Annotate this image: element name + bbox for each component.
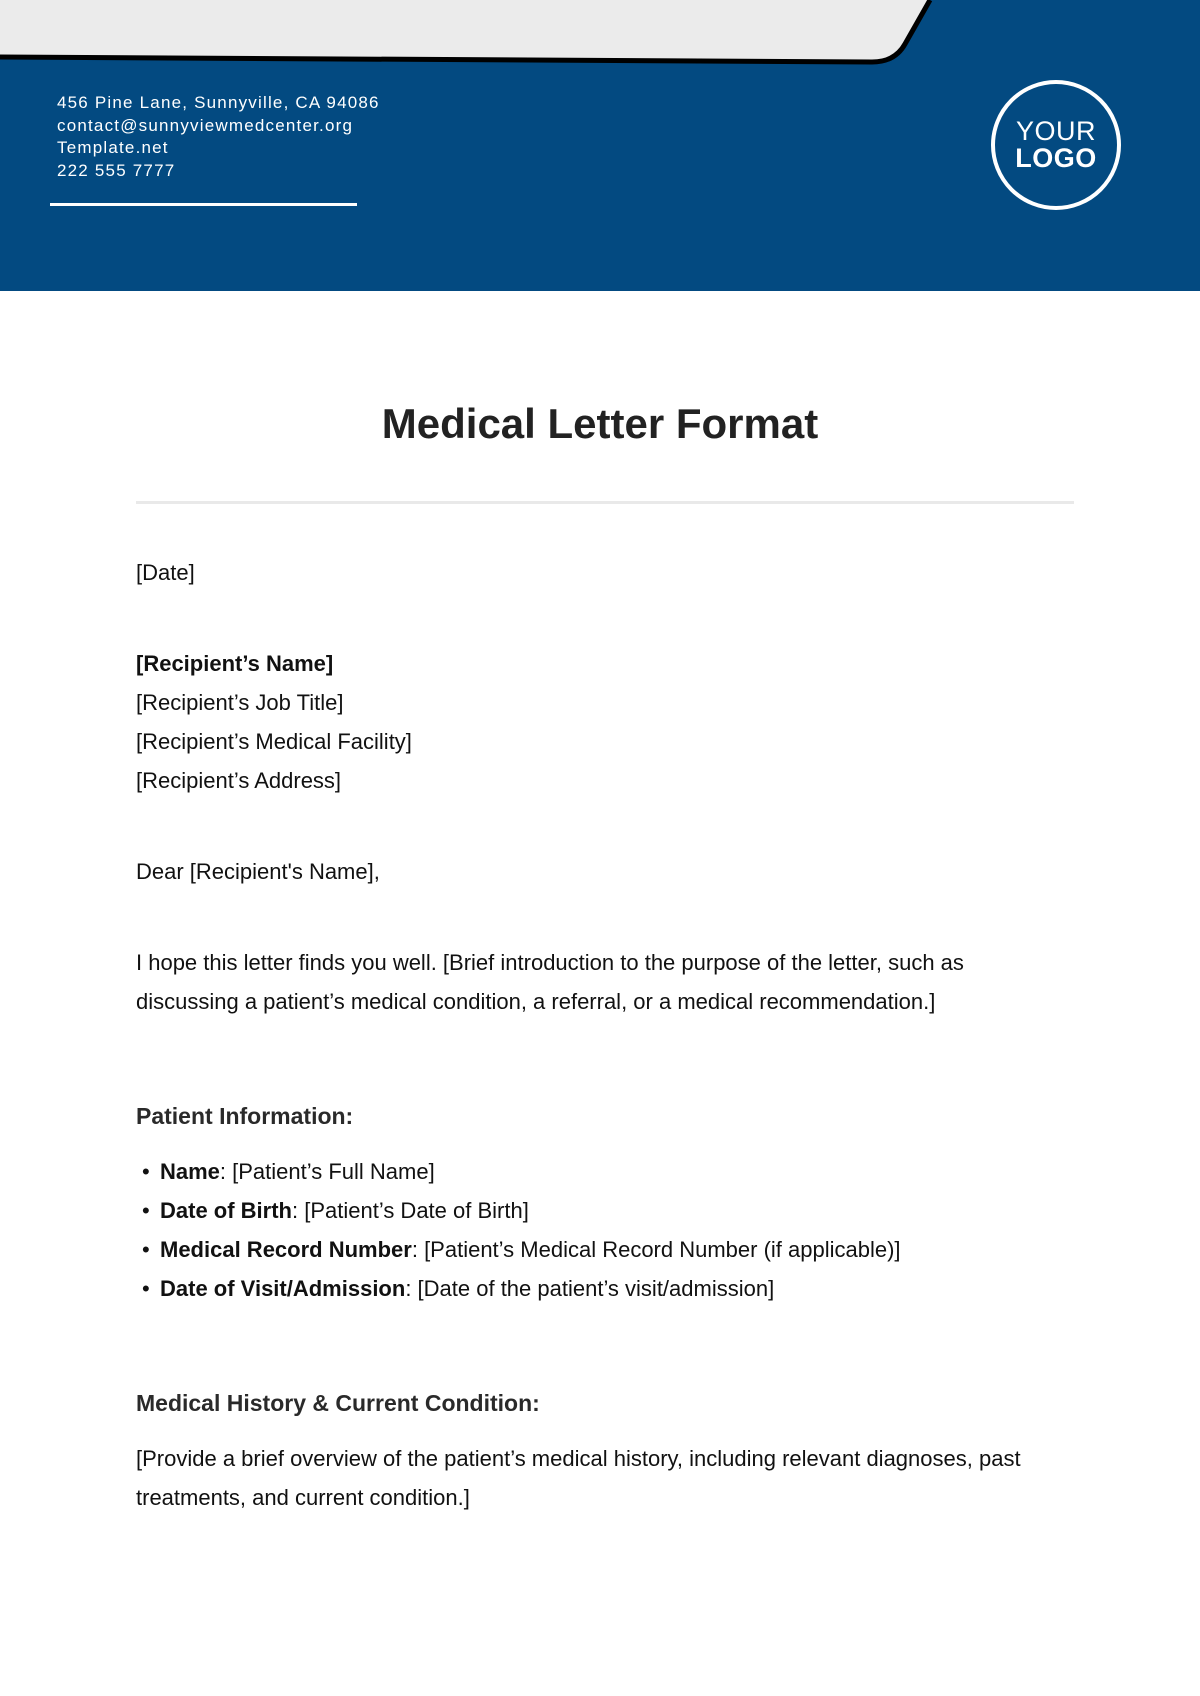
logo-badge: [991, 80, 1121, 210]
list-item: • Medical Record Number: [Patient’s Medical Record Number (if applicable)]: [142, 1237, 901, 1262]
patient-info-list: [136, 1152, 1066, 1308]
logo-text-your: YOUR: [1015, 116, 1096, 146]
logo-text-logo: LOGO: [1015, 143, 1097, 173]
contact-email: contact@sunnyviewmedcenter.org: [57, 115, 354, 135]
document-title: Medical Letter Format: [381, 400, 819, 447]
letterhead-tab-shape: [0, 0, 1200, 80]
recipient-facility: [Recipient’s Medical Facility]: [136, 729, 412, 754]
salutation: Dear [Recipient's Name],: [136, 859, 380, 884]
list-item: • Name: [Patient’s Full Name]: [142, 1159, 435, 1184]
recipient-job-title: [Recipient’s Job Title]: [136, 690, 344, 715]
title-divider: [136, 501, 1074, 504]
patient-info-heading: Patient Information:: [136, 1103, 354, 1129]
letterhead-band: [0, 0, 1200, 291]
history-paragraph: [Provide a brief overview of the patient’s medical history, including relevant diagnoses, past treatments, and current condition.]: [136, 1446, 1021, 1510]
contact-website: Template.net: [57, 138, 169, 157]
patient-info-value: : [Patient’s Medical Record Number (if applicable)]: [411, 1237, 901, 1262]
patient-info-label: Date of Visit/Admission: [160, 1276, 406, 1301]
recipient-address: [Recipient’s Address]: [136, 768, 342, 793]
patient-info-label: Date of Birth: [160, 1198, 292, 1223]
intro-paragraph: I hope this letter finds you well. [Brief introduction to the purpose of the letter, such as discussing a patient’s medical condition, a referral, or a medical recommendation.]: [136, 950, 964, 1014]
contact-address: 456 Pine Lane, Sunnyville, CA 94086: [57, 93, 380, 112]
letter-body: [136, 553, 1066, 1517]
patient-info-value: : [Patient’s Full Name]: [219, 1159, 435, 1184]
list-item: • Date of Visit/Admission: [Date of the patient’s visit/admission]: [142, 1276, 775, 1301]
contact-divider: [50, 203, 357, 206]
contact-phone: 222 555 7777: [57, 160, 176, 180]
recipient-name: [Recipient’s Name]: [136, 651, 334, 676]
patient-info-value: : [Patient’s Date of Birth]: [292, 1198, 529, 1223]
letter-date: [Date]: [136, 560, 195, 585]
patient-info-value: : [Date of the patient’s visit/admission]: [405, 1276, 775, 1301]
contact-block: [57, 92, 380, 182]
history-heading: Medical History & Current Condition:: [136, 1390, 540, 1416]
patient-info-label: Medical Record Number: [160, 1237, 412, 1262]
list-item: • Date of Birth: [Patient’s Date of Birth]: [142, 1198, 529, 1223]
patient-info-label: Name: [160, 1159, 220, 1184]
